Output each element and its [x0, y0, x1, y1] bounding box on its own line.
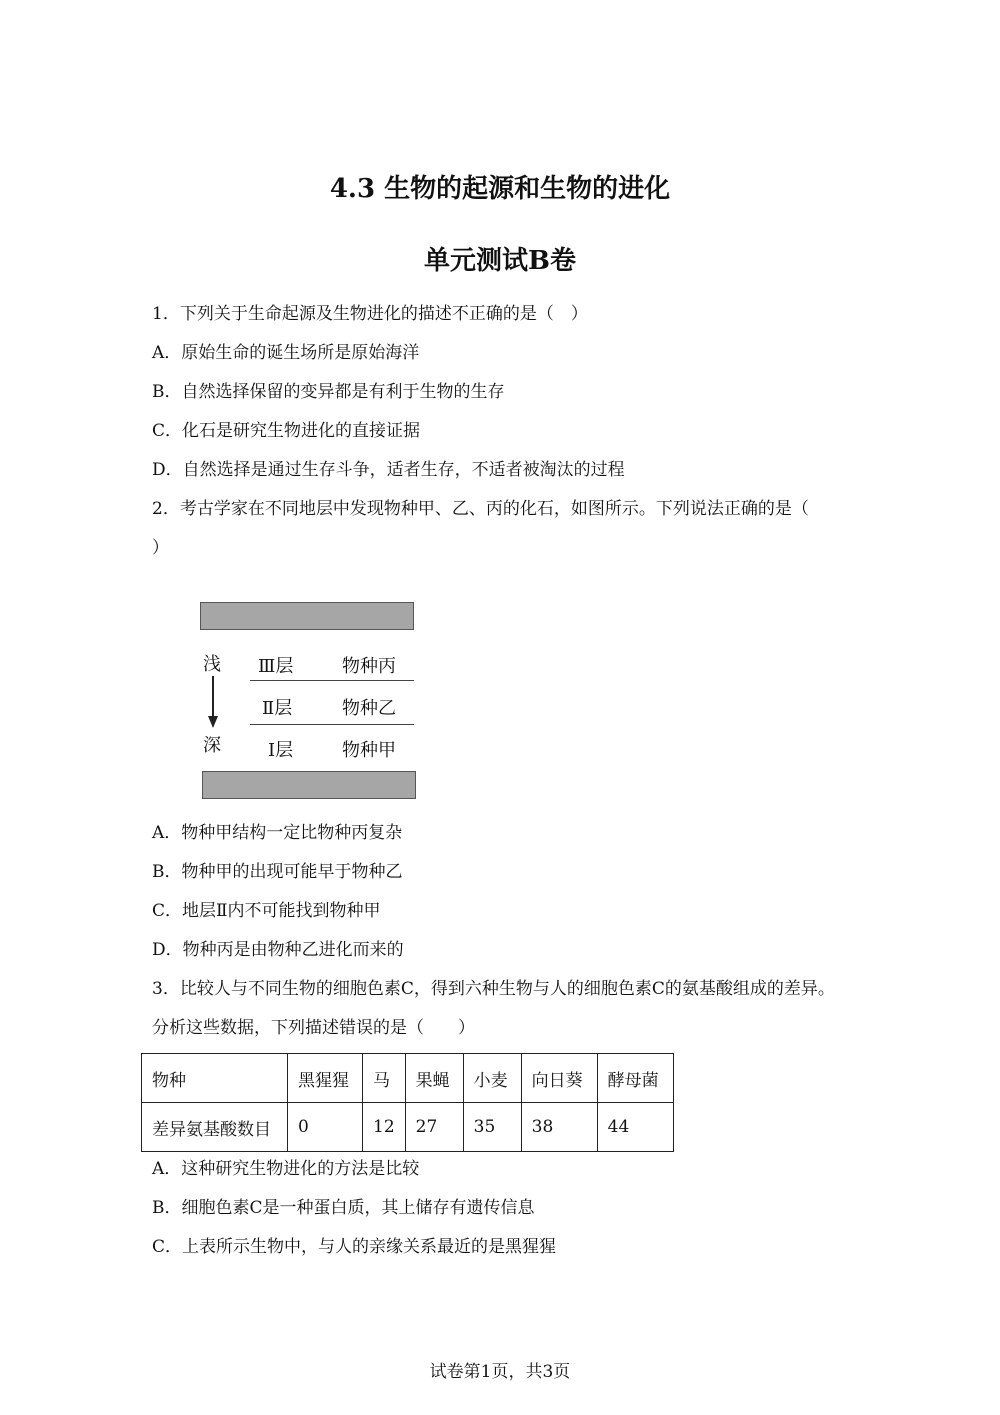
q1-option-a: A．原始生命的诞生场所是原始海洋 [152, 343, 420, 363]
layer-3-species: 物种丙 [342, 656, 396, 677]
layer-2-species: 物种乙 [342, 698, 396, 719]
q3-option-c: C．上表所示生物中，与人的亲缘关系最近的是黑猩猩 [152, 1237, 557, 1257]
table-header-cell: 果蝇 [405, 1054, 463, 1103]
page-title: 4.3 生物的起源和生物的进化 [329, 174, 671, 204]
q2-stem-cont: ） [152, 538, 169, 558]
top-rock-band [200, 602, 414, 630]
q2-option-b: B．物种甲的出现可能早于物种乙 [152, 862, 403, 882]
table-header-cell: 向日葵 [521, 1054, 597, 1103]
layer-2-label: Ⅱ层 [262, 698, 293, 719]
layer-1-species: 物种甲 [342, 740, 396, 761]
table-cell: 44 [597, 1103, 673, 1152]
table-header-cell: 马 [363, 1054, 406, 1103]
q3-stem-cont: 分析这些数据，下列描述错误的是（ ） [152, 1018, 475, 1038]
table-cell: 38 [521, 1103, 597, 1152]
q3-stem: 3．比较人与不同生物的细胞色素C，得到六种生物与人的细胞色素C的氨基酸组成的差异。 [152, 979, 835, 999]
shallow-label: 浅 [203, 654, 221, 675]
table-header-row [142, 1054, 674, 1103]
q1-stem: 1．下列关于生命起源及生物进化的描述不正确的是（ ） [152, 304, 588, 324]
down-arrow-icon [208, 716, 218, 728]
table-row [142, 1103, 674, 1152]
comparison-table [141, 1053, 674, 1152]
table-cell: 27 [405, 1103, 463, 1152]
table-header-cell: 黑猩猩 [288, 1054, 363, 1103]
deep-label: 深 [203, 735, 221, 756]
q3-option-a: A．这种研究生物进化的方法是比较 [152, 1159, 420, 1179]
layer-divider [250, 680, 414, 681]
q1-option-b: B．自然选择保留的变异都是有利于生物的生存 [152, 382, 505, 402]
table-header-cell: 小麦 [463, 1054, 521, 1103]
layer-1-label: Ⅰ层 [268, 740, 294, 761]
q1-option-d: D．自然选择是通过生存斗争，适者生存，不适者被淘汰的过程 [152, 460, 625, 480]
q3-option-b: B．细胞色素C是一种蛋白质，其上储存有遗传信息 [152, 1198, 535, 1218]
q2-stem: 2．考古学家在不同地层中发现物种甲、乙、丙的化石，如图所示。下列说法正确的是（ [152, 499, 809, 519]
table-cell: 0 [288, 1103, 363, 1152]
q2-option-c: C．地层Ⅱ内不可能找到物种甲 [152, 901, 381, 921]
table-cell: 差异氨基酸数目 [142, 1103, 288, 1152]
layer-3-label: Ⅲ层 [258, 656, 294, 677]
q2-option-d: D．物种丙是由物种乙进化而来的 [152, 940, 404, 960]
table-cell: 35 [463, 1103, 521, 1152]
table-header-cell: 酵母菌 [597, 1054, 673, 1103]
bottom-rock-band [202, 771, 416, 799]
page-footer: 试卷第1页，共3页 [429, 1362, 571, 1382]
layer-divider [250, 724, 414, 725]
q2-option-a: A．物种甲结构一定比物种丙复杂 [152, 823, 403, 843]
table-header-cell: 物种 [142, 1054, 288, 1103]
depth-arrow-shaft [212, 676, 214, 718]
table-cell: 12 [363, 1103, 406, 1152]
q1-option-c: C．化石是研究生物进化的直接证据 [152, 421, 421, 441]
page-subtitle: 单元测试B卷 [424, 246, 576, 276]
